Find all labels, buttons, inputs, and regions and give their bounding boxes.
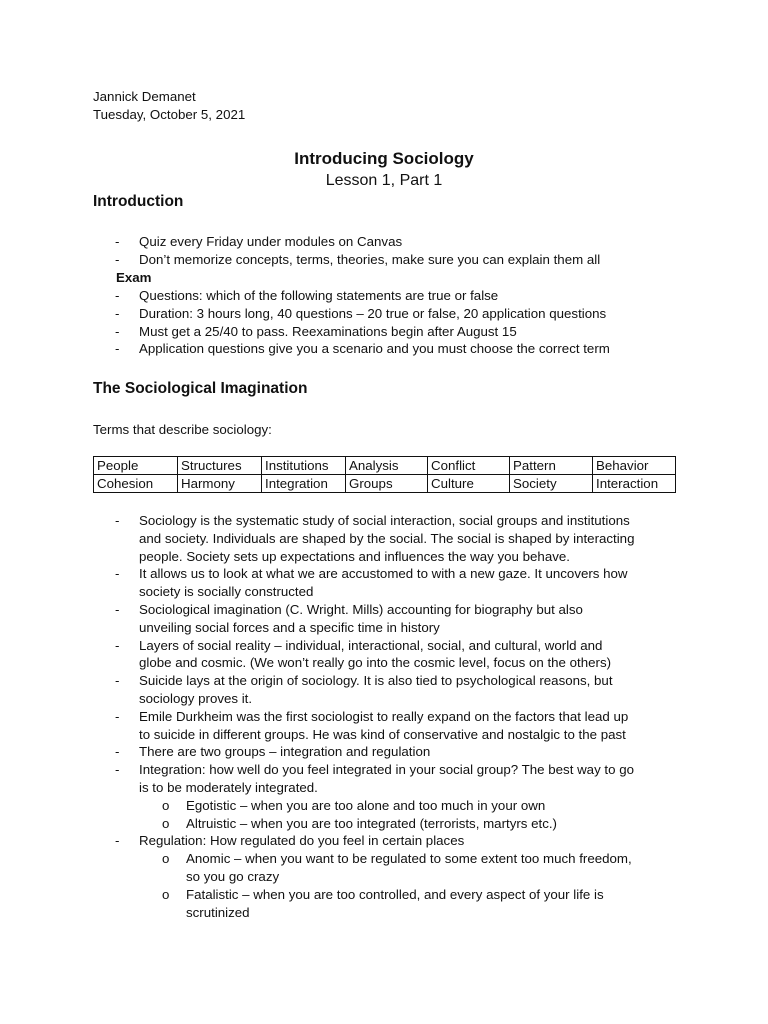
list-item <box>93 565 693 601</box>
sub-list-item <box>139 797 693 815</box>
list-item <box>93 743 693 761</box>
list-item <box>93 832 693 921</box>
line-text: Emile Durkheim was the first sociologist to really expand on the factors that lead up <box>139 708 629 724</box>
line-text: Anomic – when you want to be regulated to some extent too much freedom, <box>186 851 632 867</box>
list-item: - Application questions give you a scenario and you must choose the correct term <box>93 340 610 358</box>
list-item: - Questions: which of the following statements are true or false <box>93 287 610 305</box>
document-title: Introducing Sociology <box>294 149 474 168</box>
document-subtitle: Lesson 1, Part 1 <box>325 172 443 189</box>
exam-list <box>93 287 610 358</box>
line-text: Integration: how well do you feel integrated in your social group? The best way to go <box>139 762 634 778</box>
table-row <box>94 457 676 475</box>
line-text: to suicide in different groups. He was kind of conservative and nostalgic to the past <box>139 726 626 742</box>
list-item: - Must get a 25/40 to pass. Reexaminations begin after August 15 <box>93 323 610 341</box>
list-item <box>93 601 693 637</box>
sub-list-item <box>139 886 693 922</box>
line-text: and society. Individuals are shaped by the social. The social is shaped by interacting <box>139 530 635 546</box>
table-cell: Cohesion <box>94 475 178 493</box>
list-item: - Quiz every Friday under modules on Canvas <box>93 233 600 251</box>
line-text: people. Society sets up expectations and influences the way you behave. <box>139 548 570 564</box>
line-text: There are two groups – integration and regulation <box>139 744 431 760</box>
table-cell: Structures <box>178 457 262 475</box>
table-cell: Culture <box>428 475 510 493</box>
table-cell: Analysis <box>346 457 428 475</box>
list-item: - Duration: 3 hours long, 40 questions – 20 true or false, 20 application questions <box>93 305 610 323</box>
table-cell: Interaction <box>593 475 676 493</box>
terms-intro: Terms that describe sociology: <box>93 422 272 437</box>
line-text: scrutinized <box>186 904 250 920</box>
line-text: Fatalistic – when you are too controlled, and every aspect of your life is <box>186 886 604 902</box>
table-row <box>94 475 676 493</box>
line-text: unveiling social forces and a specific time in history <box>139 619 440 635</box>
table-cell: Pattern <box>510 457 593 475</box>
introduction-list <box>93 233 600 269</box>
sub-list <box>139 850 693 921</box>
sub-list <box>139 797 693 833</box>
exam-heading: Exam <box>116 270 152 285</box>
line-text: globe and cosmic. (We won’t really go into the cosmic level, focus on the others) <box>139 655 612 671</box>
list-item <box>93 512 693 565</box>
line-text: is to be moderately integrated. <box>139 779 318 795</box>
list-item: - Don’t memorize concepts, terms, theories, make sure you can explain them all <box>93 251 600 269</box>
line-text: Altruistic – when you are too integrated (terrorists, martyrs etc.) <box>186 815 557 831</box>
list-item <box>93 672 693 708</box>
line-text: Sociology is the systematic study of social interaction, social groups and institutions <box>139 513 630 528</box>
table-cell: People <box>94 457 178 475</box>
table-cell: Harmony <box>178 475 262 493</box>
imagination-list <box>93 512 693 921</box>
sociological-imagination-heading: The Sociological Imagination <box>93 380 308 397</box>
line-text: Egotistic – when you are too alone and too much in your own <box>186 797 546 813</box>
document-date: Tuesday, October 5, 2021 <box>93 107 246 122</box>
table-cell: Groups <box>346 475 428 493</box>
line-text: Suicide lays at the origin of sociology. It is also tied to psychological reasons, but <box>139 673 613 689</box>
sub-list-item <box>139 815 693 833</box>
list-item <box>93 708 693 744</box>
line-text: society is socially constructed <box>139 584 314 600</box>
sub-list-item <box>139 850 693 886</box>
line-text: It allows us to look at what we are accustomed to with a new gaze. It uncovers how <box>139 566 628 582</box>
line-text: Sociological imagination (C. Wright. Mills) accounting for biography but also <box>139 601 583 617</box>
line-text: Layers of social reality – individual, interactional, social, and cultural, world and <box>139 637 603 653</box>
table-cell: Integration <box>262 475 346 493</box>
line-text: sociology proves it. <box>139 690 253 706</box>
author-name: Jannick Demanet <box>93 89 196 104</box>
terms-table <box>93 456 676 493</box>
line-text: so you go crazy <box>186 868 280 884</box>
list-item <box>93 637 693 673</box>
table-cell: Behavior <box>593 457 676 475</box>
table-cell: Institutions <box>262 457 346 475</box>
table-cell: Society <box>510 475 593 493</box>
list-item <box>93 761 693 832</box>
line-text: Regulation: How regulated do you feel in certain places <box>139 833 465 849</box>
table-cell: Conflict <box>428 457 510 475</box>
introduction-heading: Introduction <box>93 193 184 210</box>
